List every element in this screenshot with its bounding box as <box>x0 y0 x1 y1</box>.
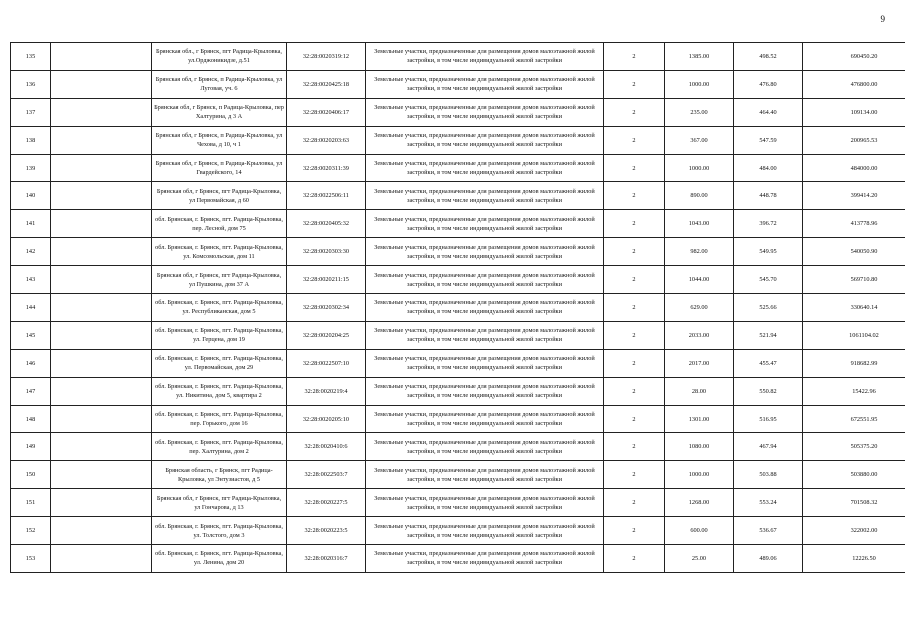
specific-value-cell: 455.47 <box>734 349 803 377</box>
row-number-cell: 137 <box>11 98 51 126</box>
specific-value-cell: 503.88 <box>734 461 803 489</box>
address-cell: Брянская обл, г Брянск, пгт Радица-Крыловка, ул Пушкина, дом 37 А <box>152 266 287 294</box>
row-number-cell: 138 <box>11 126 51 154</box>
cadastral-number-cell: 32:28:0020302:34 <box>287 294 366 322</box>
empty-cell <box>51 154 152 182</box>
specific-value-cell: 550.82 <box>734 377 803 405</box>
address-cell: Брянская обл, г Брянск, п Радица-Крыловка, ул Гвардейского, 14 <box>152 154 287 182</box>
address-cell: обл. Брянская, г. Брянск, пгт. Радица-Крыловка, ул. Никитина, дом 5, квартира 2 <box>152 377 287 405</box>
address-cell: Брянская обл, г Брянск, п Радица-Крыловка, ул Чехова, д 10, ч 1 <box>152 126 287 154</box>
row-number-cell: 148 <box>11 405 51 433</box>
group-cell: 2 <box>604 238 665 266</box>
land-use-cell: Земельные участки, предназначенные для размещения домов малоэтажной жилой застройки, в том числе индивидуальной жилой застройки <box>366 405 604 433</box>
row-number-cell: 145 <box>11 321 51 349</box>
cadastral-number-cell: 32:28:0020405:32 <box>287 210 366 238</box>
row-number-cell: 135 <box>11 43 51 71</box>
empty-cell <box>51 294 152 322</box>
group-cell: 2 <box>604 182 665 210</box>
row-number-cell: 150 <box>11 461 51 489</box>
cadastral-number-cell: 32:28:0022503:7 <box>287 461 366 489</box>
specific-value-cell: 547.59 <box>734 126 803 154</box>
empty-cell <box>51 98 152 126</box>
cadastral-value-cell: 1061104.02 <box>803 321 905 349</box>
specific-value-cell: 467.94 <box>734 433 803 461</box>
row-number-cell: 142 <box>11 238 51 266</box>
area-cell: 1000.00 <box>665 154 734 182</box>
group-cell: 2 <box>604 98 665 126</box>
table-row <box>11 349 905 377</box>
specific-value-cell: 521.94 <box>734 321 803 349</box>
cadastral-value-cell: 484000.00 <box>803 154 905 182</box>
land-use-cell: Земельные участки, предназначенные для размещения домов малоэтажной жилой застройки, в том числе индивидуальной жилой застройки <box>366 294 604 322</box>
group-cell: 2 <box>604 545 665 573</box>
address-cell: обл. Брянская, г. Брянск, пгт. Радица-Крыловка, ул. Ленина, дом 20 <box>152 545 287 573</box>
table-row <box>11 43 905 71</box>
address-cell: Брянская обл, г Брянск, пгт Радица-Крыловка, ул Первомайская, д 60 <box>152 182 287 210</box>
empty-cell <box>51 489 152 517</box>
area-cell: 600.00 <box>665 517 734 545</box>
specific-value-cell: 525.66 <box>734 294 803 322</box>
group-cell: 2 <box>604 461 665 489</box>
table-row <box>11 182 905 210</box>
row-number-cell: 149 <box>11 433 51 461</box>
cadastral-value-cell: 109134.00 <box>803 98 905 126</box>
cadastral-number-cell: 32:28:0020311:39 <box>287 154 366 182</box>
address-cell: обл. Брянская, г. Брянск, пгт. Радица-Крыловка, пер. Халтурина, дом 2 <box>152 433 287 461</box>
group-cell: 2 <box>604 294 665 322</box>
address-cell: Брянская обл., г Брянск, пгт Радица-Крыловка, ул.Орджоникидзе, д.51 <box>152 43 287 71</box>
land-use-cell: Земельные участки, предназначенные для размещения домов малоэтажной жилой застройки, в том числе индивидуальной жилой застройки <box>366 154 604 182</box>
area-cell: 235.00 <box>665 98 734 126</box>
empty-cell <box>51 349 152 377</box>
table-row <box>11 294 905 322</box>
table-row <box>11 266 905 294</box>
land-use-cell: Земельные участки, предназначенные для размещения домов малоэтажной жилой застройки, в том числе индивидуальной жилой застройки <box>366 210 604 238</box>
cadastral-value-cell: 200965.53 <box>803 126 905 154</box>
address-cell: обл. Брянская, г. Брянск, пгт. Радица-Крыловка, ул. Комсомольская, дом 11 <box>152 238 287 266</box>
group-cell: 2 <box>604 489 665 517</box>
cadastral-number-cell: 32:28:0020211:15 <box>287 266 366 294</box>
cadastral-value-cell: 330640.14 <box>803 294 905 322</box>
land-use-cell: Земельные участки, предназначенные для размещения домов малоэтажной жилой застройки, в том числе индивидуальной жилой застройки <box>366 377 604 405</box>
cadastral-value-cell: 569710.80 <box>803 266 905 294</box>
table-row <box>11 489 905 517</box>
group-cell: 2 <box>604 210 665 238</box>
specific-value-cell: 476.80 <box>734 70 803 98</box>
group-cell: 2 <box>604 433 665 461</box>
row-number-cell: 143 <box>11 266 51 294</box>
land-use-cell: Земельные участки, предназначенные для размещения домов малоэтажной жилой застройки, в том числе индивидуальной жилой застройки <box>366 70 604 98</box>
cadastral-number-cell: 32:28:0020410:6 <box>287 433 366 461</box>
address-cell: обл. Брянская, г. Брянск, пгт. Радица-Крыловка, ул. Герцена, дом 19 <box>152 321 287 349</box>
specific-value-cell: 448.78 <box>734 182 803 210</box>
address-cell: Брянская обл, г Брянск, п Радица-Крыловка, пер Халтурина, д 3 А <box>152 98 287 126</box>
table-row <box>11 461 905 489</box>
cadastral-value-cell: 503880.00 <box>803 461 905 489</box>
area-cell: 28.00 <box>665 377 734 405</box>
table-row <box>11 70 905 98</box>
cadastral-number-cell: 32:28:0020203:63 <box>287 126 366 154</box>
table-row <box>11 126 905 154</box>
cadastral-number-cell: 32:28:0022507:10 <box>287 349 366 377</box>
specific-value-cell: 489.06 <box>734 545 803 573</box>
area-cell: 1301.00 <box>665 405 734 433</box>
empty-cell <box>51 70 152 98</box>
land-plots-table <box>10 42 905 573</box>
group-cell: 2 <box>604 43 665 71</box>
empty-cell <box>51 126 152 154</box>
cadastral-value-cell: 505375.20 <box>803 433 905 461</box>
table-row <box>11 154 905 182</box>
row-number-cell: 153 <box>11 545 51 573</box>
address-cell: Брянская обл, г Брянск, пгт Радица-Крыловка, ул Гончарова, д 13 <box>152 489 287 517</box>
area-cell: 1000.00 <box>665 461 734 489</box>
cadastral-number-cell: 32:28:0020425:18 <box>287 70 366 98</box>
specific-value-cell: 484.00 <box>734 154 803 182</box>
area-cell: 1043.00 <box>665 210 734 238</box>
land-use-cell: Земельные участки, предназначенные для размещения домов малоэтажной жилой застройки, в том числе индивидуальной жилой застройки <box>366 182 604 210</box>
cadastral-value-cell: 399414.20 <box>803 182 905 210</box>
empty-cell <box>51 433 152 461</box>
group-cell: 2 <box>604 266 665 294</box>
page-number: 9 <box>880 14 885 24</box>
empty-cell <box>51 405 152 433</box>
cadastral-number-cell: 32:28:0020406:17 <box>287 98 366 126</box>
group-cell: 2 <box>604 349 665 377</box>
specific-value-cell: 545.70 <box>734 266 803 294</box>
row-number-cell: 139 <box>11 154 51 182</box>
cadastral-number-cell: 32:28:0020205:10 <box>287 405 366 433</box>
cadastral-number-cell: 32:28:0020303:30 <box>287 238 366 266</box>
table-row <box>11 377 905 405</box>
cadastral-value-cell: 12226.50 <box>803 545 905 573</box>
empty-cell <box>51 517 152 545</box>
cadastral-number-cell: 32:28:0022506:11 <box>287 182 366 210</box>
area-cell: 2033.00 <box>665 321 734 349</box>
cadastral-value-cell: 413778.96 <box>803 210 905 238</box>
land-use-cell: Земельные участки, предназначенные для размещения домов малоэтажной жилой застройки, в том числе индивидуальной жилой застройки <box>366 517 604 545</box>
empty-cell <box>51 321 152 349</box>
cadastral-number-cell: 32:28:0020319:12 <box>287 43 366 71</box>
empty-cell <box>51 545 152 573</box>
group-cell: 2 <box>604 154 665 182</box>
row-number-cell: 140 <box>11 182 51 210</box>
area-cell: 1080.00 <box>665 433 734 461</box>
group-cell: 2 <box>604 321 665 349</box>
specific-value-cell: 516.95 <box>734 405 803 433</box>
row-number-cell: 144 <box>11 294 51 322</box>
table-row <box>11 545 905 573</box>
area-cell: 629.00 <box>665 294 734 322</box>
specific-value-cell: 396.72 <box>734 210 803 238</box>
group-cell: 2 <box>604 377 665 405</box>
cadastral-value-cell: 701508.32 <box>803 489 905 517</box>
address-cell: обл. Брянская, г. Брянск, пгт. Радица-Крыловка, ул. Толстого, дом 3 <box>152 517 287 545</box>
empty-cell <box>51 43 152 71</box>
specific-value-cell: 498.52 <box>734 43 803 71</box>
specific-value-cell: 536.67 <box>734 517 803 545</box>
land-use-cell: Земельные участки, предназначенные для размещения домов малоэтажной жилой застройки, в том числе индивидуальной жилой застройки <box>366 349 604 377</box>
table-row <box>11 405 905 433</box>
empty-cell <box>51 266 152 294</box>
land-use-cell: Земельные участки, предназначенные для размещения домов малоэтажной жилой застройки, в том числе индивидуальной жилой застройки <box>366 126 604 154</box>
address-cell: обл. Брянская, г. Брянск, пгт. Радица-Крыловка, пер. Лесной, дом 75 <box>152 210 287 238</box>
specific-value-cell: 553.24 <box>734 489 803 517</box>
cadastral-number-cell: 32:28:0020316:7 <box>287 545 366 573</box>
area-cell: 1000.00 <box>665 70 734 98</box>
land-use-cell: Земельные участки, предназначенные для размещения домов малоэтажной жилой застройки, в том числе индивидуальной жилой застройки <box>366 43 604 71</box>
land-use-cell: Земельные участки, предназначенные для размещения домов малоэтажной жилой застройки, в том числе индивидуальной жилой застройки <box>366 461 604 489</box>
area-cell: 982.00 <box>665 238 734 266</box>
group-cell: 2 <box>604 517 665 545</box>
empty-cell <box>51 461 152 489</box>
cadastral-value-cell: 540050.90 <box>803 238 905 266</box>
land-use-cell: Земельные участки, предназначенные для размещения домов малоэтажной жилой застройки, в том числе индивидуальной жилой застройки <box>366 321 604 349</box>
address-cell: обл. Брянская, г. Брянск, пгт. Радица-Крыловка, пер. Горького, дом 16 <box>152 405 287 433</box>
area-cell: 1385.00 <box>665 43 734 71</box>
area-cell: 367.00 <box>665 126 734 154</box>
area-cell: 2017.00 <box>665 349 734 377</box>
land-use-cell: Земельные участки, предназначенные для размещения домов малоэтажной жилой застройки, в том числе индивидуальной жилой застройки <box>366 433 604 461</box>
empty-cell <box>51 377 152 405</box>
specific-value-cell: 549.95 <box>734 238 803 266</box>
cadastral-number-cell: 32:28:0020223:5 <box>287 517 366 545</box>
land-use-cell: Земельные участки, предназначенные для размещения домов малоэтажной жилой застройки, в том числе индивидуальной жилой застройки <box>366 489 604 517</box>
row-number-cell: 147 <box>11 377 51 405</box>
address-cell: обл. Брянская, г. Брянск, пгт. Радица-Крыловка, ул. Республиканская, дом 5 <box>152 294 287 322</box>
cadastral-number-cell: 32:28:0020219:4 <box>287 377 366 405</box>
land-use-cell: Земельные участки, предназначенные для размещения домов малоэтажной жилой застройки, в том числе индивидуальной жилой застройки <box>366 545 604 573</box>
row-number-cell: 151 <box>11 489 51 517</box>
group-cell: 2 <box>604 126 665 154</box>
row-number-cell: 152 <box>11 517 51 545</box>
empty-cell <box>51 182 152 210</box>
area-cell: 1268.00 <box>665 489 734 517</box>
row-number-cell: 141 <box>11 210 51 238</box>
table-row <box>11 98 905 126</box>
empty-cell <box>51 238 152 266</box>
row-number-cell: 146 <box>11 349 51 377</box>
area-cell: 1044.00 <box>665 266 734 294</box>
table-row <box>11 321 905 349</box>
land-use-cell: Земельные участки, предназначенные для размещения домов малоэтажной жилой застройки, в том числе индивидуальной жилой застройки <box>366 238 604 266</box>
cadastral-value-cell: 322002.00 <box>803 517 905 545</box>
address-cell: Брянская обл, г Брянск, п Радица-Крыловка, ул Луговая, уч. 6 <box>152 70 287 98</box>
group-cell: 2 <box>604 70 665 98</box>
specific-value-cell: 464.40 <box>734 98 803 126</box>
area-cell: 25.00 <box>665 545 734 573</box>
address-cell: Брянская область, г Брянск, пгт Радица-Крыловка, ул Энтузиастов, д 5 <box>152 461 287 489</box>
empty-cell <box>51 210 152 238</box>
table-row <box>11 517 905 545</box>
cadastral-value-cell: 690450.20 <box>803 43 905 71</box>
cadastral-value-cell: 672551.95 <box>803 405 905 433</box>
table-body <box>11 43 905 573</box>
cadastral-value-cell: 476800.00 <box>803 70 905 98</box>
row-number-cell: 136 <box>11 70 51 98</box>
group-cell: 2 <box>604 405 665 433</box>
area-cell: 890.00 <box>665 182 734 210</box>
land-use-cell: Земельные участки, предназначенные для размещения домов малоэтажной жилой застройки, в том числе индивидуальной жилой застройки <box>366 98 604 126</box>
address-cell: обл. Брянская, г. Брянск, пгт. Радица-Крыловка, ул. Первомайская, дом 29 <box>152 349 287 377</box>
cadastral-number-cell: 32:28:0020227:5 <box>287 489 366 517</box>
cadastral-value-cell: 918682.99 <box>803 349 905 377</box>
cadastral-number-cell: 32:28:0020204:25 <box>287 321 366 349</box>
land-use-cell: Земельные участки, предназначенные для размещения домов малоэтажной жилой застройки, в том числе индивидуальной жилой застройки <box>366 266 604 294</box>
table-row <box>11 238 905 266</box>
table-row <box>11 210 905 238</box>
table-row <box>11 433 905 461</box>
cadastral-value-cell: 15422.96 <box>803 377 905 405</box>
